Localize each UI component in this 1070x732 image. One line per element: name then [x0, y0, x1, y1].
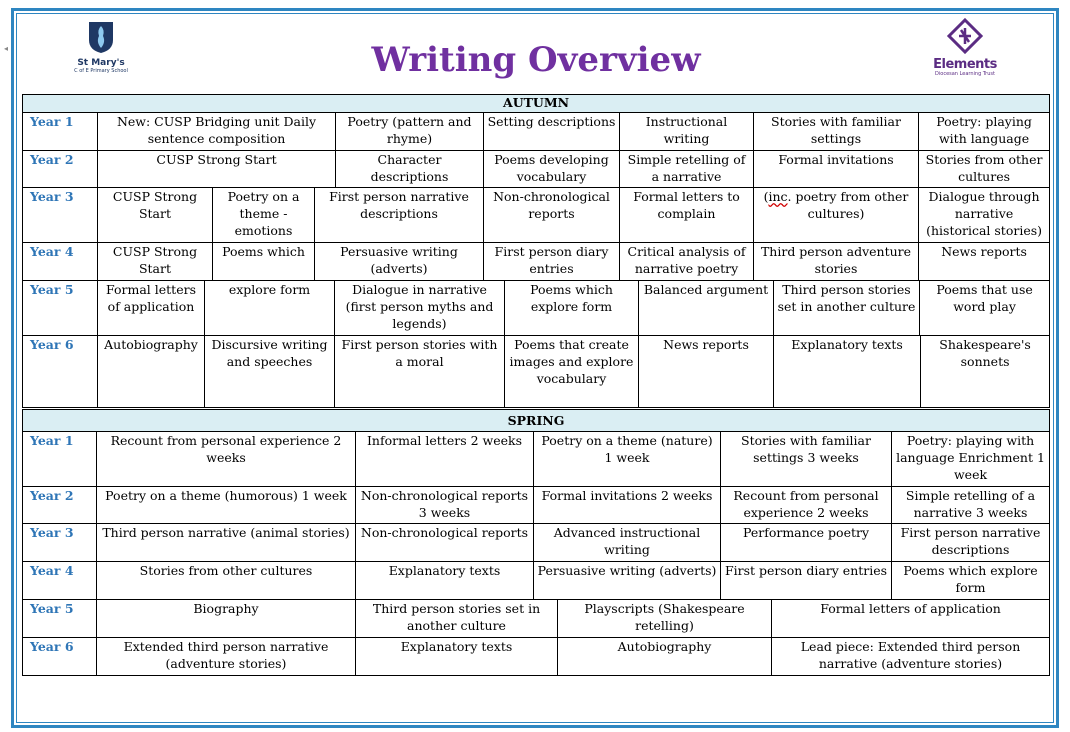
table-cell: Explanatory texts	[774, 336, 921, 408]
table-cell: Poetry on a theme - emotions	[213, 188, 315, 243]
year-label: Year 1	[23, 432, 97, 487]
table-cell: Poems which	[213, 243, 315, 281]
table-cell: Character descriptions	[336, 151, 484, 188]
table-cell: Formal invitations	[754, 151, 919, 188]
table-row	[23, 600, 1050, 638]
table-cell: Stories with familiar settings 3 weeks	[721, 432, 892, 487]
table-cell: Poetry on a theme (nature) 1 week	[534, 432, 721, 487]
table-cell: (inc. poetry from other cultures)	[754, 188, 919, 243]
table-cell: Extended third person narrative (adventure stories)	[97, 638, 356, 676]
table-cell: Formal letters of application	[98, 281, 205, 336]
table-cell: explore form	[205, 281, 335, 336]
table-cell: Informal letters 2 weeks	[356, 432, 534, 487]
table-cell: Third person stories set in another culture	[774, 281, 920, 336]
table-cell: Third person narrative (animal stories)	[97, 524, 356, 562]
table-cell: Persuasive writing (adverts)	[315, 243, 484, 281]
table-cell: Setting descriptions	[484, 113, 620, 151]
year-label: Year 2	[23, 151, 98, 188]
table-cell: CUSP Strong Start	[98, 151, 336, 188]
table-cell: Explanatory texts	[356, 562, 534, 600]
table-row	[23, 188, 1050, 243]
table-cell: Poetry on a theme (humorous) 1 week	[97, 487, 356, 524]
year-label: Year 2	[23, 487, 97, 524]
year-label: Year 3	[23, 524, 97, 562]
table-cell: Stories from other cultures	[919, 151, 1050, 188]
table-cell: Autobiography	[98, 336, 205, 408]
table-cell: First person narrative descriptions	[892, 524, 1050, 562]
table-cell: Simple retelling of a narrative 3 weeks	[892, 487, 1050, 524]
year-label: Year 5	[23, 600, 97, 638]
table-cell: Poems that use word play	[920, 281, 1050, 336]
autumn-heading: AUTUMN	[23, 95, 1050, 113]
table-cell: Formal letters of application	[772, 600, 1050, 638]
table-cell: CUSP Strong Start	[98, 243, 213, 281]
table-cell: Recount from personal experience 2 weeks	[97, 432, 356, 487]
table-row	[23, 243, 1050, 281]
year-label: Year 4	[23, 243, 98, 281]
table-row	[23, 113, 1050, 151]
spring-table	[22, 409, 1050, 676]
table-cell: Third person stories set in another culture	[356, 600, 558, 638]
elements-logo	[920, 18, 1010, 84]
table-cell: Advanced instructional writing	[534, 524, 721, 562]
table-cell: News reports	[639, 336, 774, 408]
year-label: Year 1	[23, 113, 98, 151]
table-cell: Dialogue through narrative (historical stories)	[919, 188, 1050, 243]
table-cell: First person stories with a moral	[335, 336, 505, 408]
table-cell: New: CUSP Bridging unit Daily sentence composition	[98, 113, 336, 151]
table-cell: Shakespeare's sonnets	[921, 336, 1050, 408]
table-cell: Discursive writing and speeches	[205, 336, 335, 408]
table-cell: Poetry: playing with language Enrichment 1 week	[892, 432, 1050, 487]
table-cell: Poetry (pattern and rhyme)	[336, 113, 484, 151]
table-cell: Poems which explore form	[892, 562, 1050, 600]
table-row	[23, 151, 1050, 188]
table-cell: First person narrative descriptions	[315, 188, 484, 243]
year-label: Year 6	[23, 638, 97, 676]
table-cell: First person diary entries	[484, 243, 620, 281]
page-title: Writing Overview	[371, 40, 701, 80]
year-label: Year 6	[23, 336, 98, 408]
spelling-underline: inc	[768, 189, 788, 204]
table-cell: Non-chronological reports 3 weeks	[356, 487, 534, 524]
table-cell: Simple retelling of a narrative	[620, 151, 754, 188]
table-cell: Non-chronological reports	[356, 524, 534, 562]
table-cell: Recount from personal experience 2 weeks	[721, 487, 892, 524]
table-cell: Performance poetry	[721, 524, 892, 562]
table-cell: First person diary entries	[721, 562, 892, 600]
table-cell: Formal letters to complain	[620, 188, 754, 243]
year-label: Year 5	[23, 281, 98, 336]
table-row	[23, 336, 1050, 408]
table-cell: Poems developing vocabulary	[484, 151, 620, 188]
table-row	[23, 562, 1050, 600]
corner-marker: ◂	[4, 44, 9, 53]
table-cell: Playscripts (Shakespeare retelling)	[558, 600, 772, 638]
table-cell: Lead piece: Extended third person narrative (adventure stories)	[772, 638, 1050, 676]
page-header	[22, 14, 1050, 90]
elements-mark-icon	[945, 18, 985, 54]
autumn-table	[22, 94, 1050, 408]
year-label: Year 3	[23, 188, 98, 243]
table-cell: Poems which explore form	[505, 281, 639, 336]
table-row	[23, 638, 1050, 676]
table-cell: News reports	[919, 243, 1050, 281]
table-row	[23, 281, 1050, 336]
left-logo-sub: C of E Primary School	[74, 68, 128, 74]
table-cell: Balanced argument	[639, 281, 774, 336]
year-label: Year 4	[23, 562, 97, 600]
table-cell: Poems that create images and explore vocabulary	[505, 336, 639, 408]
table-cell: Autobiography	[558, 638, 772, 676]
table-cell: Third person adventure stories	[754, 243, 919, 281]
table-row	[23, 432, 1050, 487]
table-cell: Critical analysis of narrative poetry	[620, 243, 754, 281]
left-logo-name: St Mary's	[77, 58, 125, 68]
table-cell: Persuasive writing (adverts)	[534, 562, 721, 600]
table-cell: Instructional writing	[620, 113, 754, 151]
table-cell: Stories from other cultures	[97, 562, 356, 600]
right-logo-sub: Diocesan Learning Trust	[935, 71, 995, 77]
table-cell: Non-chronological reports	[484, 188, 620, 243]
table-cell: Biography	[97, 600, 356, 638]
table-row	[23, 487, 1050, 524]
table-cell: Stories with familiar settings	[754, 113, 919, 151]
right-logo-name: Elements	[933, 57, 997, 72]
table-cell: Explanatory texts	[356, 638, 558, 676]
table-cell: Formal invitations 2 weeks	[534, 487, 721, 524]
spring-heading: SPRING	[23, 410, 1050, 432]
table-cell: Dialogue in narrative (first person myths and legends)	[335, 281, 505, 336]
table-row	[23, 524, 1050, 562]
table-cell: Poetry: playing with language	[919, 113, 1050, 151]
table-cell: CUSP Strong Start	[98, 188, 213, 243]
